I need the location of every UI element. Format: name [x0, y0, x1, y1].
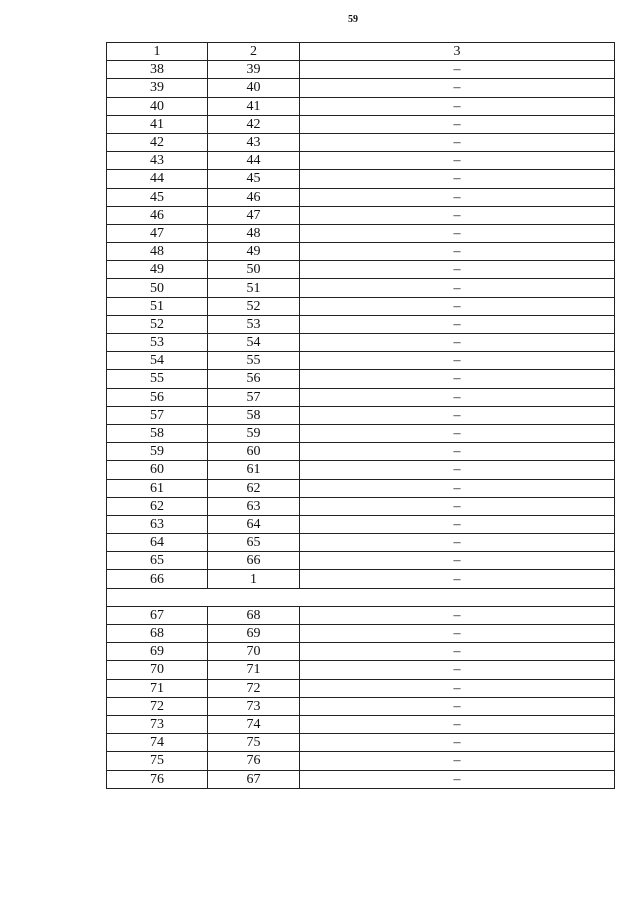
table-cell-col-2: 52 — [208, 297, 300, 315]
table-cell-col-2: 42 — [208, 115, 300, 133]
table-cell-col-2: 54 — [208, 334, 300, 352]
page-number: 59 — [348, 14, 358, 25]
table-cell-col-3: – — [300, 297, 615, 315]
table-cell-col-1: 63 — [107, 515, 208, 533]
table-cell-col-3: – — [300, 534, 615, 552]
table-row — [107, 461, 615, 479]
table-row — [107, 497, 615, 515]
table-row — [107, 770, 615, 788]
table-separator — [107, 588, 615, 606]
table-cell-col-2: 43 — [208, 133, 300, 151]
table-cell-col-2: 69 — [208, 625, 300, 643]
table-cell-col-1: 59 — [107, 443, 208, 461]
table-row — [107, 315, 615, 333]
table-cell-col-1: 65 — [107, 552, 208, 570]
table-row — [107, 734, 615, 752]
table-row — [107, 570, 615, 588]
table-cell-col-1: 62 — [107, 497, 208, 515]
table-cell-col-2: 71 — [208, 661, 300, 679]
table-row — [107, 115, 615, 133]
table-cell-col-1: 45 — [107, 188, 208, 206]
table-cell-col-1: 68 — [107, 625, 208, 643]
table-cell-col-3: – — [300, 734, 615, 752]
table-cell-col-3: – — [300, 279, 615, 297]
table-row — [107, 370, 615, 388]
table-cell-col-2: 45 — [208, 170, 300, 188]
spacer-row — [107, 588, 615, 606]
table-cell-col-2: 39 — [208, 61, 300, 79]
table-cell-col-1: 64 — [107, 534, 208, 552]
table-cell-col-1: 48 — [107, 243, 208, 261]
table-row — [107, 61, 615, 79]
table-cell-col-2: 44 — [208, 152, 300, 170]
table-row — [107, 152, 615, 170]
table-cell-col-2: 49 — [208, 243, 300, 261]
table-cell-col-2: 56 — [208, 370, 300, 388]
table-cell-col-3: – — [300, 61, 615, 79]
table-row — [107, 479, 615, 497]
table-cell-col-3: – — [300, 552, 615, 570]
table-cell-col-1: 74 — [107, 734, 208, 752]
table-cell-col-1: 43 — [107, 152, 208, 170]
table-row — [107, 443, 615, 461]
table-cell-col-3: – — [300, 315, 615, 333]
table-row — [107, 424, 615, 442]
table-cell-col-3: – — [300, 352, 615, 370]
table-cell-col-2: 61 — [208, 461, 300, 479]
header-row — [107, 43, 615, 61]
table-row — [107, 352, 615, 370]
table-cell-col-2: 57 — [208, 388, 300, 406]
table-cell-col-3: – — [300, 115, 615, 133]
table-cell-col-3: – — [300, 97, 615, 115]
table-cell-col-2: 58 — [208, 406, 300, 424]
table-cell-col-3: – — [300, 334, 615, 352]
table-cell-col-3: – — [300, 424, 615, 442]
table-cell-col-2: 62 — [208, 479, 300, 497]
table-row — [107, 79, 615, 97]
table-row — [107, 133, 615, 151]
table-cell-col-2: 40 — [208, 79, 300, 97]
table-cell-col-2: 72 — [208, 679, 300, 697]
table-cell-col-1: 57 — [107, 406, 208, 424]
table-cell-col-3: – — [300, 515, 615, 533]
table-row — [107, 606, 615, 624]
table-cell-col-3: – — [300, 170, 615, 188]
table-cell-col-3: – — [300, 406, 615, 424]
table-cell-col-3: – — [300, 752, 615, 770]
header-cell-2: 2 — [208, 43, 300, 61]
table-cell-col-2: 48 — [208, 224, 300, 242]
table-cell-col-1: 52 — [107, 315, 208, 333]
table-cell-col-2: 55 — [208, 352, 300, 370]
table-cell-col-1: 73 — [107, 715, 208, 733]
table-row — [107, 552, 615, 570]
table-cell-col-1: 66 — [107, 570, 208, 588]
table-cell-col-3: – — [300, 206, 615, 224]
table-row — [107, 279, 615, 297]
table-cell-col-3: – — [300, 479, 615, 497]
table-cell-col-1: 38 — [107, 61, 208, 79]
table-row — [107, 752, 615, 770]
table-cell-col-2: 75 — [208, 734, 300, 752]
table-cell-col-2: 74 — [208, 715, 300, 733]
table-cell-col-2: 67 — [208, 770, 300, 788]
table-row — [107, 297, 615, 315]
table-row — [107, 224, 615, 242]
table-cell-col-3: – — [300, 388, 615, 406]
table-cell-col-3: – — [300, 679, 615, 697]
table-cell-col-1: 47 — [107, 224, 208, 242]
table-cell-col-1: 58 — [107, 424, 208, 442]
table-row — [107, 243, 615, 261]
table-row — [107, 697, 615, 715]
table-cell-col-3: – — [300, 497, 615, 515]
table-row — [107, 206, 615, 224]
table-cell-col-1: 69 — [107, 643, 208, 661]
table-row — [107, 715, 615, 733]
table-cell-col-3: – — [300, 461, 615, 479]
table-cell-col-3: – — [300, 370, 615, 388]
table-body-part-2 — [107, 606, 615, 788]
table-row — [107, 534, 615, 552]
table-row — [107, 406, 615, 424]
table-cell-col-2: 50 — [208, 261, 300, 279]
table-cell-col-2: 59 — [208, 424, 300, 442]
table-cell-col-2: 60 — [208, 443, 300, 461]
table-cell-col-2: 76 — [208, 752, 300, 770]
table-cell-col-3: – — [300, 770, 615, 788]
table-cell-col-1: 51 — [107, 297, 208, 315]
table-cell-col-3: – — [300, 188, 615, 206]
table-cell-col-2: 68 — [208, 606, 300, 624]
table-cell-col-1: 56 — [107, 388, 208, 406]
table-cell-col-2: 63 — [208, 497, 300, 515]
table-cell-col-2: 70 — [208, 643, 300, 661]
table-cell-col-2: 65 — [208, 534, 300, 552]
table-cell-col-3: – — [300, 715, 615, 733]
table-cell-col-1: 67 — [107, 606, 208, 624]
table-row — [107, 97, 615, 115]
table-cell-col-1: 46 — [107, 206, 208, 224]
table-cell-col-1: 71 — [107, 679, 208, 697]
table-cell-col-1: 76 — [107, 770, 208, 788]
table-cell-col-3: – — [300, 261, 615, 279]
table-cell-col-3: – — [300, 625, 615, 643]
table-cell-col-1: 49 — [107, 261, 208, 279]
table-row — [107, 334, 615, 352]
header-cell-3: 3 — [300, 43, 615, 61]
table-row — [107, 515, 615, 533]
table-cell-col-3: – — [300, 661, 615, 679]
table-row — [107, 188, 615, 206]
table-row — [107, 643, 615, 661]
data-table — [106, 42, 615, 789]
table-cell-col-1: 60 — [107, 461, 208, 479]
table-cell-col-2: 53 — [208, 315, 300, 333]
table-cell-col-2: 73 — [208, 697, 300, 715]
table-cell-col-1: 40 — [107, 97, 208, 115]
table-cell-col-3: – — [300, 79, 615, 97]
table-cell-col-3: – — [300, 697, 615, 715]
table-cell-col-3: – — [300, 152, 615, 170]
spacer-cell — [107, 588, 615, 606]
table-cell-col-2: 41 — [208, 97, 300, 115]
table-row — [107, 679, 615, 697]
table-row — [107, 625, 615, 643]
table-cell-col-2: 47 — [208, 206, 300, 224]
table-cell-col-3: – — [300, 243, 615, 261]
table-row — [107, 170, 615, 188]
table-cell-col-2: 64 — [208, 515, 300, 533]
table-cell-col-1: 44 — [107, 170, 208, 188]
table-cell-col-2: 51 — [208, 279, 300, 297]
table-cell-col-1: 61 — [107, 479, 208, 497]
table-cell-col-1: 42 — [107, 133, 208, 151]
table-cell-col-2: 66 — [208, 552, 300, 570]
table-cell-col-1: 50 — [107, 279, 208, 297]
table-body-part-1 — [107, 61, 615, 588]
table-cell-col-3: – — [300, 443, 615, 461]
table-row — [107, 661, 615, 679]
table-cell-col-2: 1 — [208, 570, 300, 588]
table-cell-col-3: – — [300, 643, 615, 661]
table-row — [107, 388, 615, 406]
table-cell-col-1: 70 — [107, 661, 208, 679]
table-cell-col-3: – — [300, 224, 615, 242]
table-cell-col-1: 54 — [107, 352, 208, 370]
table-cell-col-3: – — [300, 570, 615, 588]
table-cell-col-3: – — [300, 133, 615, 151]
table-cell-col-1: 53 — [107, 334, 208, 352]
table-cell-col-1: 41 — [107, 115, 208, 133]
table-cell-col-1: 72 — [107, 697, 208, 715]
table-row — [107, 261, 615, 279]
table-cell-col-1: 55 — [107, 370, 208, 388]
table-cell-col-1: 75 — [107, 752, 208, 770]
table-cell-col-1: 39 — [107, 79, 208, 97]
header-cell-1: 1 — [107, 43, 208, 61]
table-cell-col-3: – — [300, 606, 615, 624]
table-cell-col-2: 46 — [208, 188, 300, 206]
